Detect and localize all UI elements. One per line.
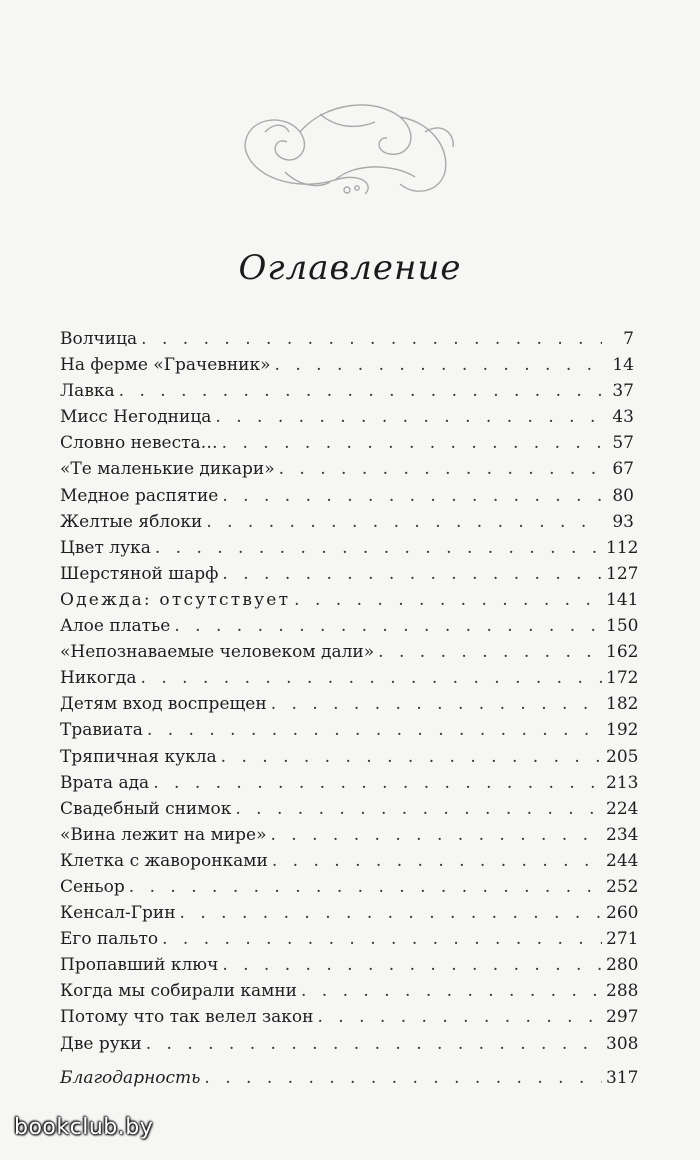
toc-entry[interactable] [60,978,639,1004]
toc-entry[interactable] [60,535,639,561]
toc-entry[interactable] [60,561,639,587]
toc-leader-dots [275,352,602,378]
toc-entry[interactable] [60,613,639,639]
toc-entry-page: 141 [606,589,639,610]
toc-entry-page: 271 [606,929,639,950]
toc-entry-title: Когда мы собирали камни [60,981,297,1002]
toc-entry-title: На ферме «Грачевник» [60,355,271,376]
toc-entry[interactable] [60,744,639,770]
toc-entry-title: Кенсал-Грин [60,903,176,924]
toc-entry-acknowledgements[interactable] [60,1065,639,1091]
toc-entry-title: Никогда [60,668,137,689]
toc-leader-dots [119,378,602,404]
toc-entry-title: Алое платье [60,616,171,637]
toc-entry-title: Волчица [60,329,138,349]
toc-entry-page: 93 [612,511,634,532]
toc-entry-title: Свадебный снимок [60,798,232,819]
toc-entry[interactable] [60,900,639,926]
toc-leader-dots [153,770,602,796]
toc-entry-page: 80 [612,485,634,506]
toc-entry-page: 172 [606,668,639,689]
toc-entry[interactable] [60,691,639,717]
toc-entry-page: 150 [606,616,639,637]
toc-entry-page: 43 [612,407,634,428]
toc-entry-page: 317 [606,1067,639,1088]
toc-entry-title: Шерстяной шарф [60,563,219,584]
toc-entry[interactable] [60,430,634,456]
toc-entry-page: 260 [606,903,639,924]
toc-leader-dots [180,900,602,926]
toc-entry-page: 244 [606,850,639,871]
toc-entry-page: 224 [606,798,639,819]
toc-entry-title: Мисс Негодница [60,407,212,428]
floral-swirl-ornament-icon [225,92,470,202]
toc-leader-dots [378,639,602,665]
toc-entry-title: Лавка [60,381,115,402]
toc-entry[interactable] [60,770,639,796]
toc-entry[interactable] [60,796,639,822]
toc-entry-title: Желтые яблоки [60,511,203,532]
toc-entry-page: 127 [606,563,639,584]
toc-entry-title: Медное распятие [60,485,219,506]
toc-entry[interactable] [60,326,634,352]
toc-entry[interactable] [60,509,634,535]
toc-entry-page: 192 [606,720,639,741]
toc-entry[interactable] [60,587,639,613]
toc-entry[interactable] [60,822,639,848]
toc-entry[interactable] [60,483,634,509]
toc-entry-title: Клетка с жаворонками [60,850,268,871]
toc-leader-dots [146,1031,602,1057]
toc-leader-dots [222,561,602,587]
toc-leader-dots [279,456,602,482]
toc-entry[interactable] [60,456,634,482]
toc-entry[interactable] [60,352,634,378]
toc-entry-title: Словно невеста… [60,433,218,454]
toc-leader-dots [272,848,602,874]
toc-entry-page: 14 [612,355,634,376]
toc-entry-title: Одежда: отсутствует [60,589,291,610]
toc-leader-dots [271,691,602,717]
toc-entry-page: 280 [606,955,639,976]
toc-entry-title: Детям вход воспрещен [60,694,267,715]
toc-entry[interactable] [60,952,639,978]
toc-entry-page: 67 [612,459,634,480]
toc-entry-page: 112 [606,537,639,558]
toc-entry-page: 162 [606,642,639,663]
toc-entry[interactable] [60,717,639,743]
toc-entry-title: Тряпичная кукла [60,746,217,767]
toc-leader-dots [162,926,602,952]
page-title: Оглавление [238,248,462,288]
toc-leader-dots [129,874,602,900]
toc-entry[interactable] [60,404,634,430]
toc-entry[interactable] [60,1031,639,1057]
toc-entry-title: Сеньор [60,876,125,897]
toc-entry-page: 7 [623,329,634,349]
toc-leader-dots [271,822,603,848]
toc-leader-dots [222,952,602,978]
toc-entry[interactable] [60,378,634,404]
toc-leader-dots [221,744,602,770]
toc-entry-title: Цвет лука [60,537,151,558]
toc-entry-title: Потому что так велел закон [60,1007,314,1028]
toc-entry-title: Благодарность [60,1067,201,1088]
toc-entry[interactable] [60,665,639,691]
toc-leader-dots [294,587,602,613]
toc-entry-title: Пропавший ключ [60,955,219,976]
toc-entry-page: 205 [606,746,639,767]
toc-leader-dots [141,665,602,691]
toc-entry-page: 308 [606,1033,639,1054]
watermark: bookclub.by [14,1115,154,1140]
toc-entry-page: 57 [612,433,634,454]
toc-leader-dots [204,1065,602,1091]
toc-entry-title: «Вина лежит на мире» [60,824,267,845]
toc-leader-dots [235,796,602,822]
toc-leader-dots [174,613,602,639]
toc-entry-page: 297 [606,1007,639,1028]
toc-leader-dots [215,404,602,430]
toc-entry[interactable] [60,848,639,874]
toc-entry[interactable] [60,1004,639,1030]
toc-leader-dots [141,326,602,352]
toc-leader-dots [301,978,602,1004]
toc-entry-title: Его пальто [60,929,159,950]
table-of-contents [60,326,639,1091]
toc-entry[interactable] [60,874,639,900]
toc-leader-dots [155,535,602,561]
toc-entry-page: 37 [612,381,634,402]
toc-leader-dots [147,717,602,743]
toc-entry-page: 234 [606,824,639,845]
toc-leader-dots [222,483,602,509]
toc-leader-dots [222,430,602,456]
toc-entry-page: 213 [606,772,639,793]
toc-entry-page: 182 [606,694,639,715]
toc-leader-dots [206,509,602,535]
toc-entry-title: Врата ада [60,772,150,793]
toc-entry-page: 288 [606,981,639,1002]
toc-entry[interactable] [60,926,639,952]
toc-entry-title: Две руки [60,1033,142,1054]
toc-entry-title: «Те маленькие дикари» [60,459,275,480]
toc-entry-title: Травиата [60,720,143,741]
toc-entry-page: 252 [606,876,639,897]
toc-entry[interactable] [60,639,639,665]
toc-leader-dots [317,1004,602,1030]
toc-entry-title: «Непознаваемые человеком дали» [60,642,375,663]
